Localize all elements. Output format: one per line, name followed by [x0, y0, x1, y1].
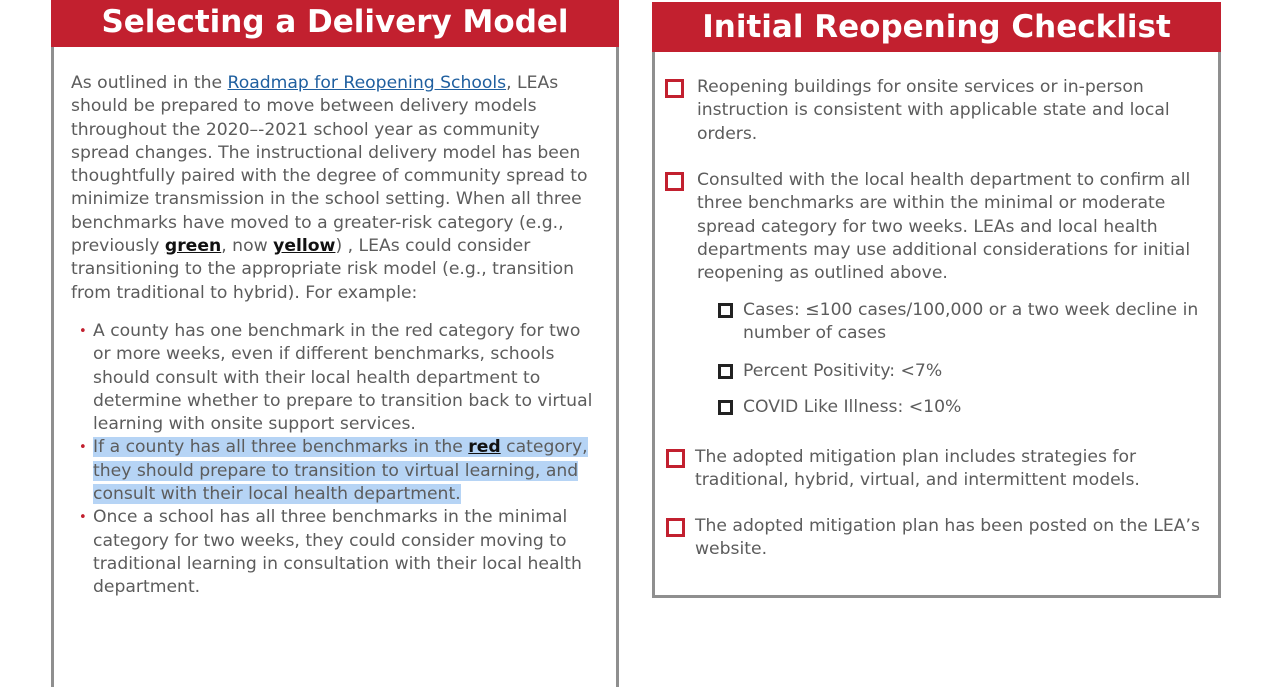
checkbox-icon[interactable] — [665, 172, 684, 191]
bullet-text: If a county has all three benchmarks in the — [93, 437, 469, 458]
checklist-item-text: The adopted mitigation plan includes strategies for traditional, hybrid, virtual, and intermittent models. — [695, 447, 1140, 491]
delivery-model-title: Selecting a Delivery Model — [101, 4, 569, 40]
checkbox-icon[interactable] — [718, 400, 733, 415]
bullet-text: category, they should prepare to transition to virtual learning, and consult with their local health department. — [93, 437, 588, 505]
intro-text-middle: , LEAs should be prepared to move between delivery models throughout the 2020–-2021 school year as community spread changes. The instructional delivery model has been thoughtfully paired with the degree of community spread to minimize transmission in the school setting. When all three benchmarks have moved to a greater-risk category (e.g., previously — [71, 73, 588, 257]
example-bullet-list — [79, 320, 593, 600]
checklist-item-text: Consulted with the local health department to confirm all three benchmarks are within the minimal or moderate spread category for two weeks. LEAs and local health departments may use additional considerations for initial reopening as outlined above. — [697, 170, 1191, 284]
bullet-all-benchmarks-minimal — [79, 506, 593, 599]
delivery-model-header — [51, 0, 619, 47]
bullet-dot-icon: • — [79, 440, 87, 456]
checkbox-icon[interactable] — [666, 449, 685, 468]
intro-text-now: , now — [221, 236, 274, 257]
bullet-dot-icon: • — [79, 510, 87, 526]
roadmap-link[interactable]: Roadmap for Reopening Schools — [227, 73, 507, 93]
checklist-sub-item-text: Percent Positivity: <7% — [743, 361, 943, 381]
checkbox-icon[interactable] — [718, 303, 733, 318]
bullet-text: A county has one benchmark in the red category for two or more weeks, even if different benchmarks, schools should consult with their local health department to determine whether to prepare to transition back to virtual learning with onsite support services. — [93, 321, 593, 435]
checklist-item-text: Reopening buildings for onsite services or in-person instruction is consistent with applicable state and local orders. — [697, 77, 1170, 144]
intro-text-start: As outlined in the — [71, 73, 228, 93]
intro-text-end: ) , LEAs could consider transitioning to the appropriate risk model (e.g., transition from traditional to hybrid). For example: — [71, 236, 575, 303]
bullet-dot-icon: • — [79, 324, 87, 339]
highlighted-text-selection[interactable] — [93, 437, 588, 504]
bullet-one-benchmark-red — [79, 320, 593, 436]
bullet-text: Once a school has all three benchmarks in the minimal category for two weeks, they could consider moving to traditional learning in consultation with their local health department. — [93, 507, 582, 598]
reopening-checklist-header — [652, 2, 1221, 52]
checklist-sub-item-text: Cases: ≤100 cases/100,000 or a two week decline in number of cases — [743, 300, 1199, 344]
checkbox-icon[interactable] — [718, 364, 733, 379]
keyword-yellow: yellow — [273, 236, 336, 257]
reopening-checklist-title: Initial Reopening Checklist — [702, 9, 1171, 45]
checklist-item-text: The adopted mitigation plan has been posted on the LEA’s website. — [695, 516, 1200, 560]
checkbox-icon[interactable] — [665, 79, 684, 98]
bullet-all-benchmarks-red — [79, 436, 593, 506]
checklist-sub-item-text: COVID Like Illness: <10% — [743, 397, 962, 417]
delivery-model-intro — [71, 72, 601, 305]
keyword-green: green — [164, 236, 222, 257]
checkbox-icon[interactable] — [666, 518, 685, 537]
keyword-red: red — [468, 437, 501, 458]
